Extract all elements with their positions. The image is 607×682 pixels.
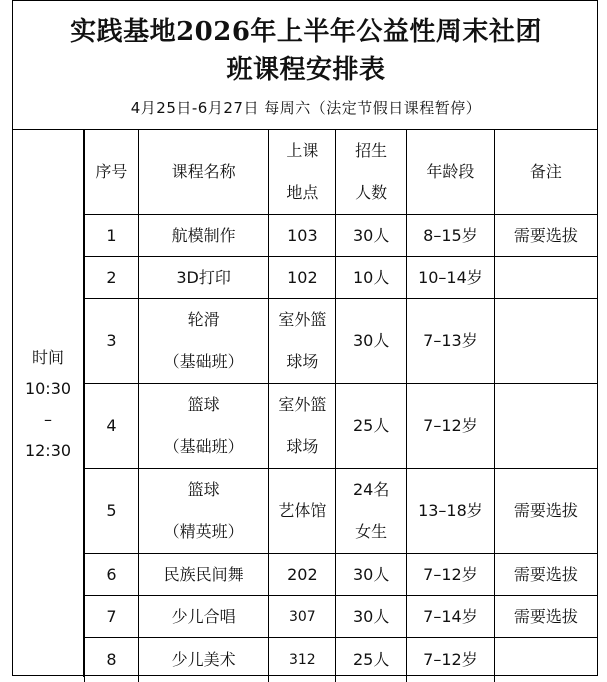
row-location: 103	[269, 215, 336, 257]
row-course-line-2: （基础班）	[163, 352, 244, 371]
row-course-line-2: （基础班）	[163, 437, 244, 456]
row-location-line-1: 室外篮	[278, 310, 327, 329]
row-quota: 30人	[336, 554, 407, 596]
row-no: 3	[85, 299, 139, 384]
schedule-sheet	[12, 0, 598, 676]
table-row	[85, 215, 598, 257]
row-no: 8	[85, 638, 139, 682]
time-dash: –	[44, 409, 52, 429]
row-age: 7–13岁	[407, 299, 495, 384]
row-note	[494, 257, 597, 299]
row-age: 8–15岁	[407, 215, 495, 257]
row-course: 少儿美术	[138, 638, 269, 682]
page-title-line-1: 实践基地2026年上半年公益性周末社团	[70, 17, 542, 47]
table-row	[85, 596, 598, 638]
row-location	[269, 384, 336, 469]
row-location: 102	[269, 257, 336, 299]
row-quota: 25人	[336, 384, 407, 469]
time-cell	[13, 130, 84, 677]
row-no: 4	[85, 384, 139, 469]
header-course: 课程名称	[138, 130, 269, 215]
row-location: 艺体馆	[269, 469, 336, 554]
row-note: 需要选拔	[494, 554, 597, 596]
row-quota: 30人	[336, 596, 407, 638]
row-course: 航模制作	[138, 215, 269, 257]
page-title-line-2: 班课程安排表	[226, 55, 386, 85]
row-note	[494, 384, 597, 469]
row-location-line-2: 球场	[286, 437, 319, 456]
header-quota-line-2: 人数	[355, 183, 388, 202]
table-row	[85, 469, 598, 554]
row-no: 6	[85, 554, 139, 596]
table-row	[85, 554, 598, 596]
row-location-line-2: 球场	[286, 352, 319, 371]
row-course: 3D打印	[138, 257, 269, 299]
row-location	[269, 299, 336, 384]
row-no: 1	[85, 215, 139, 257]
row-age: 7–12岁	[407, 638, 495, 682]
time-end: 12:30	[24, 440, 72, 460]
row-age: 7–14岁	[407, 596, 495, 638]
time-label: 时间	[31, 347, 64, 367]
row-location: 307	[269, 596, 336, 638]
row-quota	[336, 469, 407, 554]
header-no: 序号	[85, 130, 139, 215]
row-course-line-1: 篮球	[187, 480, 220, 499]
row-note	[494, 638, 597, 682]
row-age: 7–12岁	[407, 384, 495, 469]
row-quota: 30人	[336, 215, 407, 257]
row-quota-line-2: 女生	[355, 522, 388, 541]
row-course: 少儿合唱	[138, 596, 269, 638]
row-course	[138, 384, 269, 469]
row-course	[138, 469, 269, 554]
row-no: 5	[85, 469, 139, 554]
row-course-line-1: 篮球	[187, 395, 220, 414]
row-course	[138, 299, 269, 384]
row-location: 312	[269, 638, 336, 682]
table-row	[85, 638, 598, 682]
row-age: 13–18岁	[407, 469, 495, 554]
row-quota: 10人	[336, 257, 407, 299]
row-note: 需要选拔	[494, 596, 597, 638]
row-course-line-2: （精英班）	[163, 522, 244, 541]
header-quota-line-1: 招生	[355, 141, 388, 160]
row-age: 7–12岁	[407, 554, 495, 596]
date-range-subtitle: 4月25日-6月27日 每周六（法定节假日课程暂停）	[130, 99, 482, 117]
row-note: 需要选拔	[494, 215, 597, 257]
row-no: 7	[85, 596, 139, 638]
table-header-row	[85, 130, 598, 215]
row-quota: 25人	[336, 638, 407, 682]
row-location-line-1: 室外篮	[278, 395, 327, 414]
row-quota-line-1: 24名	[352, 480, 390, 499]
header-location-line-1: 上课	[286, 141, 319, 160]
row-course: 民族民间舞	[138, 554, 269, 596]
header-age: 年龄段	[407, 130, 495, 215]
row-note: 需要选拔	[494, 469, 597, 554]
row-course-line-1: 轮滑	[187, 310, 220, 329]
time-start: 10:30	[24, 378, 72, 398]
table-row	[85, 257, 598, 299]
header-location	[269, 130, 336, 215]
course-table	[84, 130, 597, 682]
header-note: 备注	[494, 130, 597, 215]
row-no: 2	[85, 257, 139, 299]
header-location-line-2: 地点	[286, 183, 319, 202]
row-quota: 30人	[336, 299, 407, 384]
table-row	[85, 299, 598, 384]
row-age: 10–14岁	[407, 257, 495, 299]
row-note	[494, 299, 597, 384]
table-row	[85, 384, 598, 469]
row-location: 202	[269, 554, 336, 596]
header-quota	[336, 130, 407, 215]
